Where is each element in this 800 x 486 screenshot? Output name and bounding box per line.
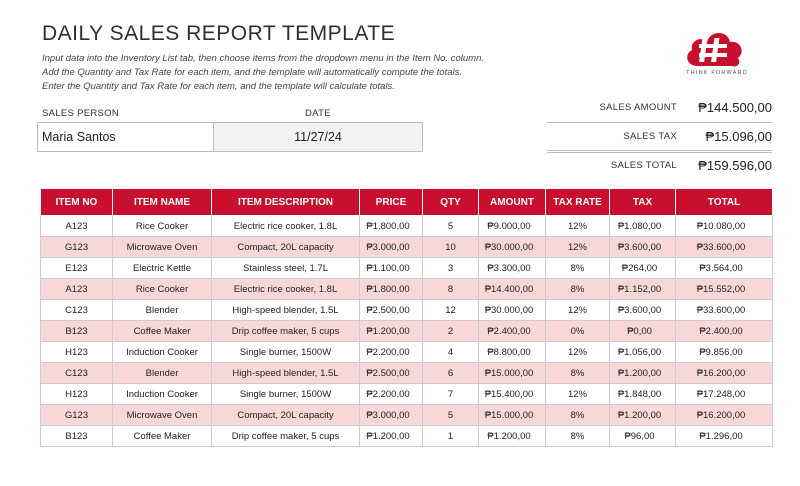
date-field[interactable]: 11/27/24 xyxy=(213,122,423,152)
sales-total-label: SALES TOTAL xyxy=(610,160,677,171)
amount-cell: ₱15.400,00 xyxy=(479,384,546,405)
item-no-cell[interactable]: H123 xyxy=(41,384,113,405)
price-header: PRICE xyxy=(360,189,423,216)
item-description-cell: Electric rice cooker, 1.8L xyxy=(212,279,360,300)
sales-table xyxy=(40,188,773,447)
total-cell: ₱17.248,00 xyxy=(676,384,773,405)
logo-tagline: THINK FORWARD xyxy=(686,70,748,76)
sales-tax-label: SALES TAX xyxy=(623,131,677,142)
total-cell: ₱16.200,00 xyxy=(676,363,773,384)
item-description-cell: High-speed blender, 1.5L xyxy=(212,363,360,384)
qty-cell[interactable]: 3 xyxy=(423,258,479,279)
instruction-line-1: Input data into the Inventory List tab, then choose items from the dropdown menu in the Item No. column. xyxy=(42,53,484,64)
table-row xyxy=(41,384,773,405)
item-description-cell: Compact, 20L capacity xyxy=(212,405,360,426)
tax-rate-header: TAX RATE xyxy=(546,189,610,216)
total-cell: ₱16.200,00 xyxy=(676,405,773,426)
tax-rate-cell[interactable]: 12% xyxy=(546,216,610,237)
table-row xyxy=(41,363,773,384)
tax-rate-cell[interactable]: 8% xyxy=(546,258,610,279)
amount-cell: ₱9.000,00 xyxy=(479,216,546,237)
item-name-cell: Blender xyxy=(113,300,212,321)
page-title: DAILY SALES REPORT TEMPLATE xyxy=(42,22,396,45)
tax-cell: ₱1.200,00 xyxy=(610,363,676,384)
amount-cell: ₱2.400,00 xyxy=(479,321,546,342)
instruction-line-3: Enter the Quantity and Tax Rate for each item, and the template will calculate totals. xyxy=(42,81,395,92)
tax-rate-cell[interactable]: 8% xyxy=(546,363,610,384)
sales-person-field[interactable]: Maria Santos xyxy=(37,122,214,152)
tax-cell: ₱3.600,00 xyxy=(610,300,676,321)
amount-cell: ₱14.400,00 xyxy=(479,279,546,300)
amount-cell: ₱3.300,00 xyxy=(479,258,546,279)
qty-header: QTY xyxy=(423,189,479,216)
tax-rate-cell[interactable]: 8% xyxy=(546,405,610,426)
item-no-cell[interactable]: A123 xyxy=(41,279,113,300)
amount-cell: ₱30.000,00 xyxy=(479,300,546,321)
item-name-cell: Microwave Oven xyxy=(113,405,212,426)
tax-rate-cell[interactable]: 12% xyxy=(546,342,610,363)
item-description-cell: Single burner, 1500W xyxy=(212,384,360,405)
tax-header: TAX xyxy=(610,189,676,216)
item-no-cell[interactable]: G123 xyxy=(41,237,113,258)
item-description-cell: Stainless steel, 1.7L xyxy=(212,258,360,279)
item-name-cell: Induction Cooker xyxy=(113,384,212,405)
item-no-cell[interactable]: B123 xyxy=(41,321,113,342)
tax-rate-cell[interactable]: 12% xyxy=(546,237,610,258)
item-name-header: ITEM NAME xyxy=(113,189,212,216)
price-cell: ₱1.200,00 xyxy=(360,426,423,447)
sales-amount-value: ₱144.500,00 xyxy=(698,100,772,115)
item-name-cell: Rice Cooker xyxy=(113,279,212,300)
qty-cell[interactable]: 10 xyxy=(423,237,479,258)
tax-rate-cell[interactable]: 8% xyxy=(546,279,610,300)
tax-rate-cell[interactable]: 8% xyxy=(546,426,610,447)
total-cell: ₱15.552,00 xyxy=(676,279,773,300)
item-name-cell: Microwave Oven xyxy=(113,237,212,258)
item-name-cell: Rice Cooker xyxy=(113,216,212,237)
amount-cell: ₱1.200,00 xyxy=(479,426,546,447)
item-no-header: ITEM NO xyxy=(41,189,113,216)
tax-cell: ₱1.200,00 xyxy=(610,405,676,426)
price-cell: ₱1.800,00 xyxy=(360,216,423,237)
item-no-cell[interactable]: E123 xyxy=(41,258,113,279)
price-cell: ₱1.200,00 xyxy=(360,321,423,342)
tax-cell: ₱1.080,00 xyxy=(610,216,676,237)
total-cell: ₱3.564,00 xyxy=(676,258,773,279)
qty-cell[interactable]: 5 xyxy=(423,216,479,237)
qty-cell[interactable]: 2 xyxy=(423,321,479,342)
item-name-cell: Blender xyxy=(113,363,212,384)
tax-rate-cell[interactable]: 0% xyxy=(546,321,610,342)
tax-rate-cell[interactable]: 12% xyxy=(546,384,610,405)
sales-total-value: ₱159.596,00 xyxy=(698,158,772,173)
amount-cell: ₱15.000,00 xyxy=(479,405,546,426)
price-cell: ₱3.000,00 xyxy=(360,237,423,258)
sales-person-label: SALES PERSON xyxy=(42,108,119,119)
qty-cell[interactable]: 6 xyxy=(423,363,479,384)
date-label: DATE xyxy=(305,108,331,119)
tax-cell: ₱264,00 xyxy=(610,258,676,279)
price-cell: ₱2.200,00 xyxy=(360,384,423,405)
item-no-cell[interactable]: A123 xyxy=(41,216,113,237)
item-description-cell: High-speed blender, 1.5L xyxy=(212,300,360,321)
item-name-cell: Coffee Maker xyxy=(113,321,212,342)
tax-cell: ₱1.152,00 xyxy=(610,279,676,300)
total-cell: ₱33.600,00 xyxy=(676,237,773,258)
tax-cell: ₱1.848,00 xyxy=(610,384,676,405)
price-cell: ₱2.500,00 xyxy=(360,300,423,321)
item-name-cell: Electric Kettle xyxy=(113,258,212,279)
instruction-line-2: Add the Quantity and Tax Rate for each item, and the template will automatically compute the totals. xyxy=(42,67,462,78)
tax-rate-cell[interactable]: 12% xyxy=(546,300,610,321)
item-no-cell[interactable]: G123 xyxy=(41,405,113,426)
divider xyxy=(547,150,772,151)
qty-cell[interactable]: 8 xyxy=(423,279,479,300)
amount-cell: ₱30.000,00 xyxy=(479,237,546,258)
divider xyxy=(547,152,772,153)
amount-cell: ₱15.000,00 xyxy=(479,363,546,384)
total-header: TOTAL xyxy=(676,189,773,216)
total-cell: ₱9.856,00 xyxy=(676,342,773,363)
table-row xyxy=(41,216,773,237)
amount-cell: ₱8.800,00 xyxy=(479,342,546,363)
price-cell: ₱1.100,00 xyxy=(360,258,423,279)
table-row xyxy=(41,300,773,321)
qty-cell[interactable]: 1 xyxy=(423,426,479,447)
table-row xyxy=(41,279,773,300)
table-row xyxy=(41,258,773,279)
amount-header: AMOUNT xyxy=(479,189,546,216)
qty-cell[interactable]: 5 xyxy=(423,405,479,426)
item-description-header: ITEM DESCRIPTION xyxy=(212,189,360,216)
price-cell: ₱3.000,00 xyxy=(360,405,423,426)
qty-cell[interactable]: 4 xyxy=(423,342,479,363)
sales-amount-label: SALES AMOUNT xyxy=(599,102,677,113)
total-cell: ₱10.080,00 xyxy=(676,216,773,237)
table-row xyxy=(41,426,773,447)
sales-tax-value: ₱15.096,00 xyxy=(705,129,772,144)
tax-cell: ₱1.056,00 xyxy=(610,342,676,363)
item-description-cell: Compact, 20L capacity xyxy=(212,237,360,258)
qty-cell[interactable]: 7 xyxy=(423,384,479,405)
item-no-cell[interactable]: B123 xyxy=(41,426,113,447)
item-name-cell: Coffee Maker xyxy=(113,426,212,447)
price-cell: ₱2.200,00 xyxy=(360,342,423,363)
qty-cell[interactable]: 12 xyxy=(423,300,479,321)
tax-cell: ₱3.600,00 xyxy=(610,237,676,258)
table-row xyxy=(41,405,773,426)
table-row xyxy=(41,321,773,342)
divider xyxy=(547,122,772,123)
price-cell: ₱1.800,00 xyxy=(360,279,423,300)
total-cell: ₱2.400,00 xyxy=(676,321,773,342)
table-row xyxy=(41,342,773,363)
total-cell: ₱1.296,00 xyxy=(676,426,773,447)
tax-cell: ₱0,00 xyxy=(610,321,676,342)
total-cell: ₱33.600,00 xyxy=(676,300,773,321)
item-name-cell: Induction Cooker xyxy=(113,342,212,363)
table-header-row xyxy=(41,189,773,216)
item-description-cell: Drip coffee maker, 5 cups xyxy=(212,321,360,342)
item-description-cell: Drip coffee maker, 5 cups xyxy=(212,426,360,447)
tax-cell: ₱96,00 xyxy=(610,426,676,447)
item-description-cell: Single burner, 1500W xyxy=(212,342,360,363)
item-no-cell[interactable]: C123 xyxy=(41,363,113,384)
item-description-cell: Electric rice cooker, 1.8L xyxy=(212,216,360,237)
price-cell: ₱2.500,00 xyxy=(360,363,423,384)
item-no-cell[interactable]: H123 xyxy=(41,342,113,363)
table-row xyxy=(41,237,773,258)
item-no-cell[interactable]: C123 xyxy=(41,300,113,321)
